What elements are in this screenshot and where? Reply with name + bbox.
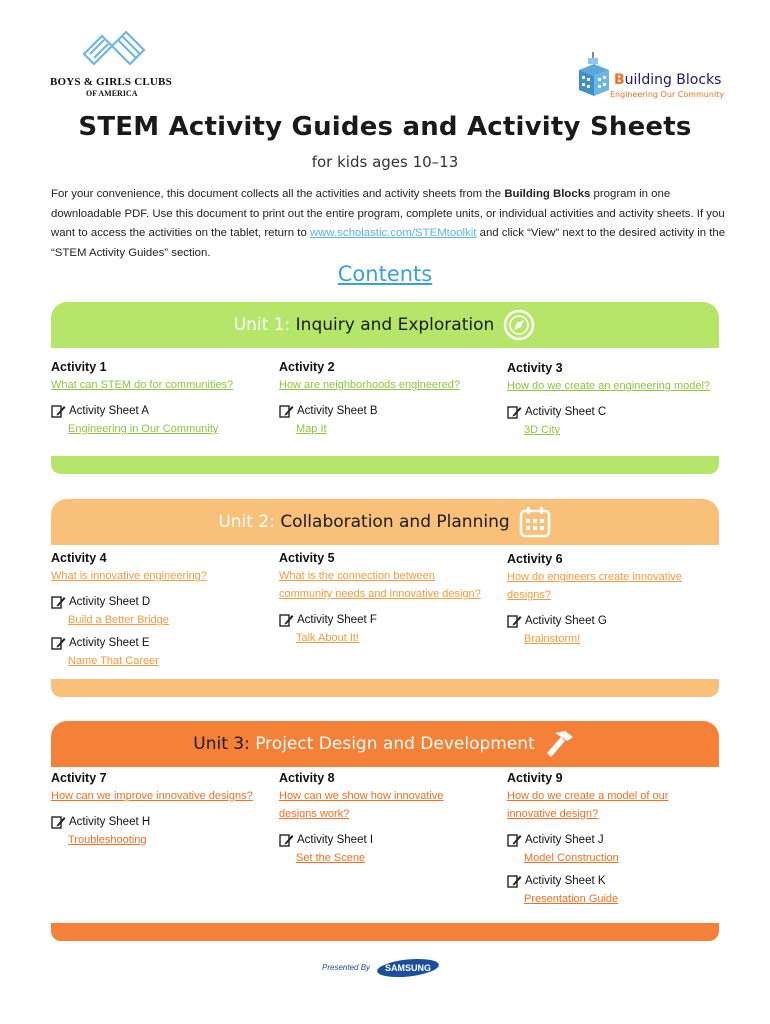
- activity-link-line-2[interactable]: designs work?: [279, 808, 350, 820]
- activity-sheet-label: Activity Sheet G: [525, 615, 607, 627]
- activity-sheet-link[interactable]: Build a Better Bridge: [68, 614, 169, 626]
- activity-sheet-label: Activity Sheet A: [69, 405, 149, 417]
- unit-3-title: Unit 3: Project Design and Development: [193, 734, 535, 754]
- bgca-logo: [50, 24, 180, 98]
- page-title: STEM Activity Guides and Activity Sheets: [78, 112, 692, 142]
- activity-link-line-2[interactable]: community needs and innovative design?: [279, 588, 481, 600]
- intro-paragraph: For your convenience, this document collects all the activities and activity sheets from the Building Blocks program in one downloadable PDF. Use this document to print out the entire program, complete units, or individual activities and activity sheets. If you want to access the activities on the tablet, return to www.scholastic.com/STEMtoolkit and click “View” next to the desired activity in the “STEM Activity Guides” section.: [51, 188, 726, 259]
- edit-document-icon: [51, 636, 66, 651]
- activity-sheet-f: [279, 611, 497, 629]
- activity-label: Activity 6: [507, 552, 563, 566]
- activity-label: Activity 2: [279, 360, 335, 374]
- activity-sheet-k: [507, 872, 721, 890]
- samsung-logo: [376, 958, 440, 978]
- unit-1-title: Unit 1: Inquiry and Exploration: [233, 315, 495, 335]
- unit-1-footer-bar: [51, 456, 719, 474]
- page-subtitle: for kids ages 10–13: [311, 153, 459, 171]
- activity-link[interactable]: What can STEM do for communities?: [51, 379, 234, 391]
- activity-link-line-1[interactable]: How can we show how innovative: [279, 790, 444, 802]
- program-name-bold: Building Blocks: [504, 188, 591, 200]
- unit-1-section: [51, 302, 719, 476]
- activity-5: [279, 549, 497, 647]
- contents-heading: Contents: [337, 262, 433, 286]
- program-logo-tagline: Engineering Our Community: [610, 90, 725, 99]
- stem-toolkit-link[interactable]: www.scholastic.com/STEMtoolkit: [309, 227, 477, 239]
- building-block-cube-icon: [576, 52, 612, 98]
- activity-sheet-label: Activity Sheet I: [297, 834, 374, 846]
- unit-2-header: [51, 499, 719, 545]
- activity-sheet-link[interactable]: Set the Scene: [296, 852, 366, 864]
- edit-document-icon: [507, 874, 522, 889]
- activity-link-line-2[interactable]: innovative design?: [507, 808, 599, 820]
- activity-sheet-link[interactable]: Presentation Guide: [524, 893, 619, 905]
- activity-sheet-i: [279, 831, 497, 849]
- activity-sheet-d: [51, 593, 269, 611]
- edit-document-icon: [507, 614, 522, 629]
- activity-sheet-label: Activity Sheet H: [69, 816, 151, 828]
- building-blocks-logo: [576, 44, 726, 102]
- calendar-icon: [518, 505, 552, 539]
- activity-8: [279, 769, 497, 867]
- activity-sheet-label: Activity Sheet D: [69, 596, 151, 608]
- activity-sheet-g: [507, 612, 721, 630]
- activity-1: [51, 358, 269, 438]
- edit-document-icon: [279, 613, 294, 628]
- activity-label: Activity 9: [507, 771, 563, 785]
- edit-document-icon: [279, 833, 294, 848]
- activity-sheet-c: [507, 403, 721, 421]
- activity-sheet-link[interactable]: 3D City: [524, 424, 561, 436]
- activity-3: [507, 359, 721, 439]
- svg-text:SAMSUNG: SAMSUNG: [384, 963, 432, 973]
- activity-sheet-link[interactable]: Model Construction: [524, 852, 619, 864]
- activity-sheet-label: Activity Sheet B: [297, 405, 378, 417]
- activity-sheet-e: [51, 634, 269, 652]
- activity-label: Activity 5: [279, 551, 335, 565]
- activity-sheet-link[interactable]: Engineering in Our Community: [68, 423, 219, 435]
- activity-link[interactable]: What is innovative engineering?: [51, 570, 207, 582]
- activity-link-line-2[interactable]: designs?: [507, 589, 552, 601]
- unit-2-title: Unit 2: Collaboration and Planning: [218, 512, 510, 532]
- activity-sheet-label: Activity Sheet K: [525, 875, 606, 887]
- activity-sheet-link[interactable]: Troubleshooting: [68, 834, 147, 846]
- org-subname: OF AMERICA: [86, 89, 138, 98]
- activity-label: Activity 4: [51, 551, 107, 565]
- activity-label: Activity 7: [51, 771, 107, 785]
- activity-sheet-a: [51, 402, 269, 420]
- org-name: BOYS & GIRLS CLUBS: [50, 76, 172, 88]
- activity-9: [507, 769, 721, 908]
- activity-link-line-1[interactable]: How do we create a model of our: [507, 790, 669, 802]
- edit-document-icon: [51, 815, 66, 830]
- activity-link[interactable]: How do we create an engineering model?: [507, 380, 711, 392]
- unit-3-header: [51, 721, 719, 767]
- activity-sheet-j: [507, 831, 721, 849]
- compass-icon: [502, 308, 536, 342]
- unit-3-section: [51, 721, 719, 941]
- activity-sheet-label: Activity Sheet C: [525, 406, 607, 418]
- activity-label: Activity 1: [51, 360, 107, 374]
- activity-sheet-label: Activity Sheet F: [297, 614, 377, 626]
- activity-sheet-link[interactable]: Map It: [296, 423, 327, 435]
- presented-by-footer: [320, 958, 450, 980]
- hammer-icon: [543, 727, 577, 761]
- activity-sheet-label: Activity Sheet J: [525, 834, 604, 846]
- edit-document-icon: [279, 404, 294, 419]
- edit-document-icon: [51, 595, 66, 610]
- activity-link-line-1[interactable]: How do engineers create innovative: [507, 571, 682, 583]
- program-logo-name: Building Blocks: [614, 72, 722, 88]
- unit-2-section: [51, 499, 719, 695]
- activity-2: [279, 358, 497, 438]
- unit-2-footer-bar: [51, 679, 719, 697]
- activity-sheet-link[interactable]: Talk About It!: [296, 632, 359, 644]
- activity-link[interactable]: How are neighborhoods engineered?: [279, 379, 461, 391]
- activity-4: [51, 549, 269, 670]
- presented-by-label: Presented By: [322, 963, 371, 972]
- activity-6: [507, 550, 721, 648]
- activity-7: [51, 769, 269, 849]
- activity-sheet-label: Activity Sheet E: [69, 637, 150, 649]
- activity-label: Activity 3: [507, 361, 563, 375]
- edit-document-icon: [507, 405, 522, 420]
- activity-link-line-1[interactable]: What is the connection between: [279, 570, 435, 582]
- activity-label: Activity 8: [279, 771, 335, 785]
- bgca-hands-icon: [78, 24, 150, 74]
- activity-sheet-h: [51, 813, 269, 831]
- activity-sheet-b: [279, 402, 497, 420]
- unit-1-header: [51, 302, 719, 348]
- activity-link[interactable]: How can we improve innovative designs?: [51, 790, 253, 802]
- edit-document-icon: [507, 833, 522, 848]
- activity-sheet-link[interactable]: Brainstorm!: [524, 633, 581, 645]
- edit-document-icon: [51, 404, 66, 419]
- activity-sheet-link[interactable]: Name That Career: [68, 655, 159, 667]
- unit-3-footer-bar: [51, 923, 719, 941]
